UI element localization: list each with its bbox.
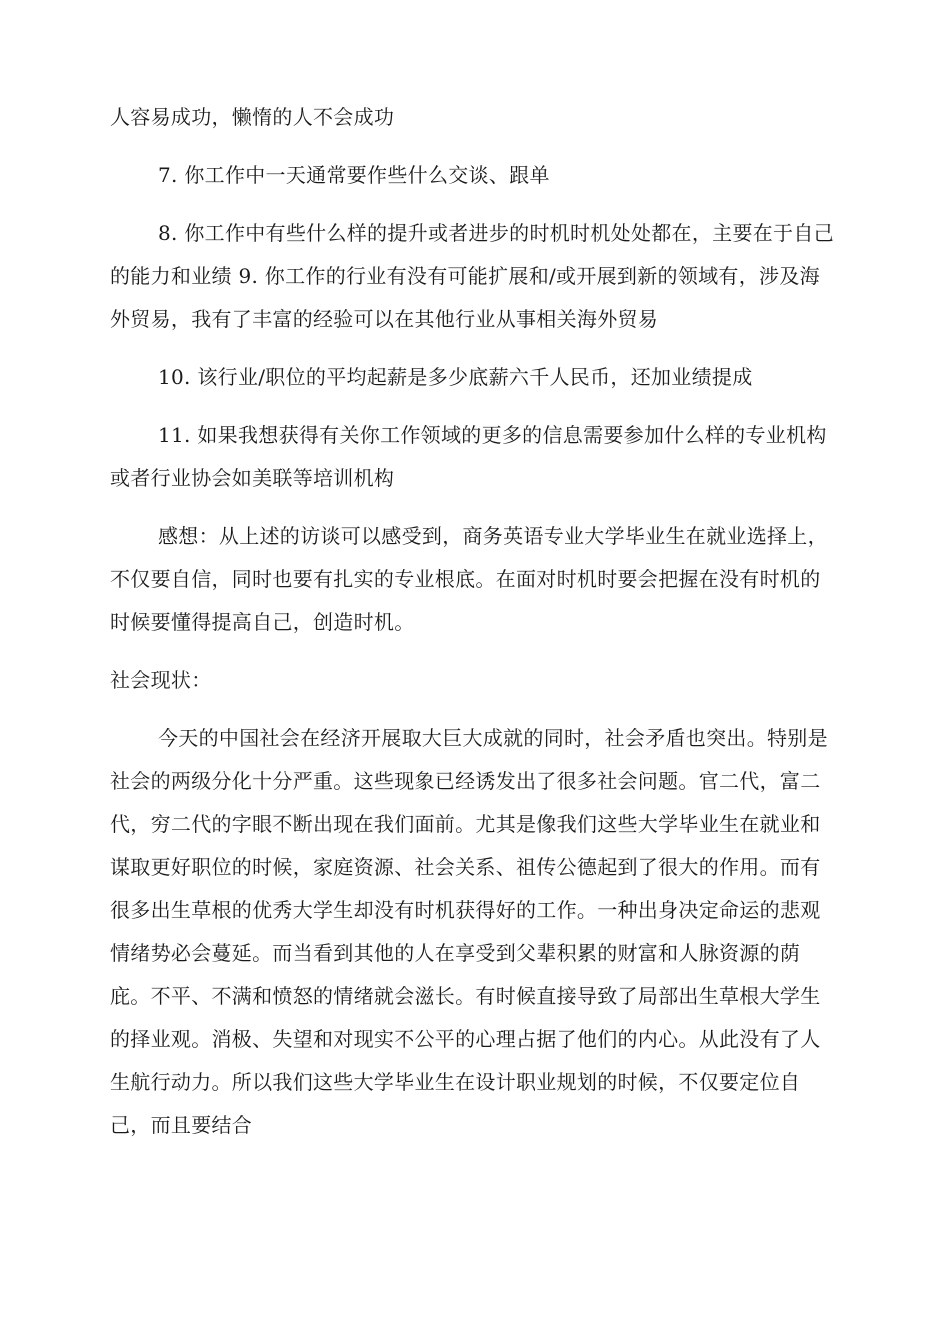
paragraph-continuation: 人容易成功，懒惰的人不会成功 (110, 105, 395, 129)
paragraph-reflection: 感想：从上述的访谈可以感受到，商务英语专业大学毕业生在就业选择上，不仅要自信，同时也要有扎实的专业根底。在面对时机时要会把握在没有时机的时候要懂得提高自己，创造时机。 (110, 524, 828, 634)
paragraph-question-8-9: 8. 你工作中有些什么样的提升或者进步的时机时机处处都在，主要在于自己的能力和业绩 9. 你工作的行业有没有可能扩展和/或开展到新的领域有，涉及海外贸易，我有了丰富的经验可以在其他行业从事相关海外贸易 (110, 221, 834, 331)
paragraph-question-10: 10. 该行业/职位的平均起薪是多少底薪六千人民币，还加业绩提成 (158, 365, 753, 389)
paragraph-question-11: 11. 如果我想获得有关你工作领域的更多的信息需要参加什么样的专业机构或者行业协会如美联等培训机构 (110, 423, 827, 490)
document-body (110, 96, 840, 1147)
paragraph-social-status: 今天的中国社会在经济开展取大巨大成就的同时，社会矛盾也突出。特别是社会的两级分化十分严重。这些现象已经诱发出了很多社会问题。官二代，富二代，穷二代的字眼不断出现在我们面前。尤其是像我们这些大学毕业生在就业和谋取更好职位的时候，家庭资源、社会关系、祖传公德起到了很大的作用。而有很多出生草根的优秀大学生却没有时机获得好的工作。一种出身决定命运的悲观情绪势必会蔓延。而当看到其他的人在享受到父辈积累的财富和人脉资源的荫庇。不平、不满和愤怒的情绪就会滋长。有时候直接导致了局部出生草根大学生的择业观。消极、失望和对现实不公平的心理占据了他们的内心。从此没有了人生航行动力。所以我们这些大学毕业生在设计职业规划的时候，不仅要定位自己，而且要结合 (110, 726, 828, 1137)
paragraph-question-7: 7. 你工作中一天通常要作些什么交谈、跟单 (158, 163, 550, 187)
section-heading-social-status: 社会现状： (110, 668, 212, 692)
